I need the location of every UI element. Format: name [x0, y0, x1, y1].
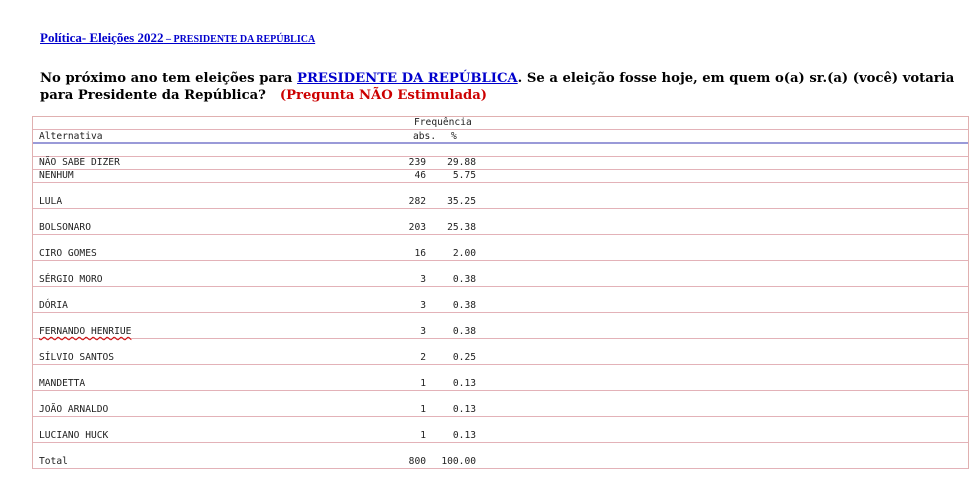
- row-pct: 0.13: [452, 430, 476, 441]
- row-pct: 35.25: [447, 196, 476, 207]
- row-label: NÃO SABE DIZER: [39, 157, 120, 168]
- question-text: [40, 70, 975, 104]
- row-abs: 16: [414, 248, 426, 259]
- row-label: NENHUM: [39, 170, 74, 181]
- row-label: MANDETTA: [39, 378, 86, 389]
- table-header-freq-row: [33, 117, 968, 130]
- row-label: LUCIANO HUCK: [39, 430, 109, 441]
- table-row: [33, 391, 968, 417]
- row-pct: 2.00: [452, 248, 476, 259]
- row-pct: 0.13: [452, 404, 476, 415]
- row-label: SÍLVIO SANTOS: [39, 352, 115, 363]
- row-pct: 25.38: [447, 222, 476, 233]
- table-row: [33, 235, 968, 261]
- heading-sub[interactable]: – PRESIDENTE DA REPÚBLICA: [163, 34, 316, 45]
- question-highlight[interactable]: PRESIDENTE DA REPÚBLICA: [297, 71, 518, 86]
- row-pct: 0.13: [452, 378, 476, 389]
- row-label: FERNANDO HENRIUE: [39, 326, 132, 337]
- row-abs: 1: [420, 430, 426, 441]
- row-label: DÓRIA: [39, 300, 68, 311]
- row-pct: 0.38: [452, 300, 476, 311]
- table-row: [33, 261, 968, 287]
- table-header-row: [33, 130, 968, 144]
- question-part2: . Se a eleição fosse hoje, em quem o(a) sr.(a) (você) votaria para Presidente da República?: [40, 71, 955, 103]
- total-pct: 100.00: [441, 456, 476, 467]
- row-abs: 1: [420, 404, 426, 415]
- abs-header: abs.: [413, 131, 437, 142]
- row-pct: 5.75: [452, 170, 476, 181]
- question-part1: No próximo ano tem eleições para: [40, 71, 298, 86]
- table-row: [33, 417, 968, 443]
- row-label: BOLSONARO: [39, 222, 91, 233]
- row-label: CIRO GOMES: [39, 248, 97, 259]
- row-label: LULA: [39, 196, 63, 207]
- total-abs: 800: [408, 456, 426, 467]
- total-label: Total: [39, 456, 68, 467]
- alternativa-header: Alternativa: [39, 131, 103, 142]
- row-abs: 3: [420, 326, 426, 337]
- row-abs: 203: [408, 222, 426, 233]
- row-abs: 282: [408, 196, 426, 207]
- table-row: [33, 157, 968, 170]
- row-abs: 239: [408, 157, 426, 168]
- table-row: [33, 339, 968, 365]
- section-heading[interactable]: [40, 30, 315, 46]
- row-label: JOÃO ARNALDO: [39, 404, 109, 415]
- row-pct: 0.25: [452, 352, 476, 363]
- row-abs: 1: [420, 378, 426, 389]
- total-row: [33, 443, 968, 469]
- table-row: [33, 183, 968, 209]
- table-row: [33, 170, 968, 183]
- row-abs: 2: [420, 352, 426, 363]
- pct-header: %: [451, 131, 457, 142]
- row-abs: 3: [420, 274, 426, 285]
- frequency-header: Frequência: [414, 117, 472, 128]
- row-label: SÉRGIO MORO: [39, 274, 103, 285]
- table-row: [33, 313, 968, 339]
- question-note: (Pregunta NÃO Estimulada): [279, 88, 488, 103]
- row-pct: 29.88: [447, 157, 476, 168]
- table-row: [33, 209, 968, 235]
- spacer-row: [33, 144, 968, 157]
- row-pct: 0.38: [452, 326, 476, 337]
- heading-main[interactable]: Política- Eleições 2022: [40, 30, 164, 45]
- row-abs: 3: [420, 300, 426, 311]
- frequency-table: [32, 116, 969, 469]
- table-row: [33, 287, 968, 313]
- row-abs: 46: [414, 170, 426, 181]
- row-pct: 0.38: [452, 274, 476, 285]
- table-row: [33, 365, 968, 391]
